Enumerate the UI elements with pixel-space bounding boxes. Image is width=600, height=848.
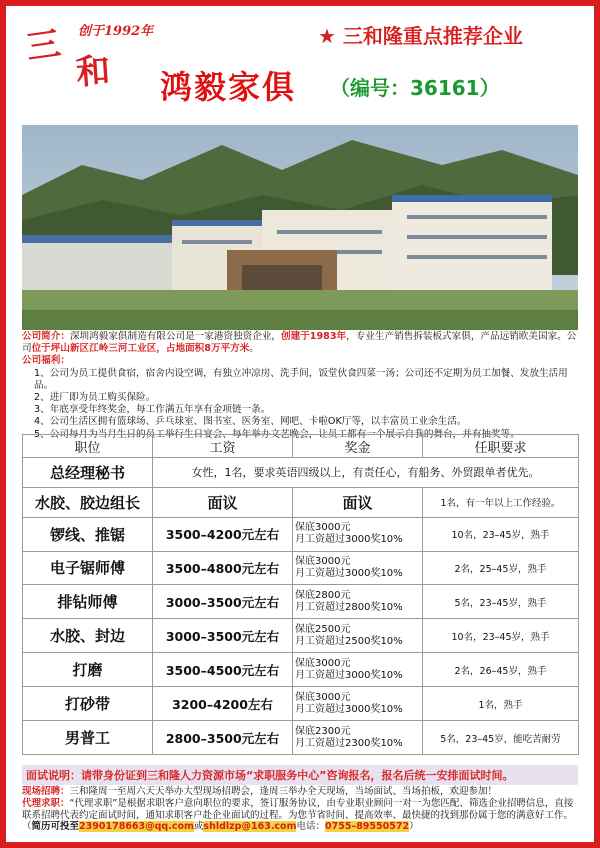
- agency-job: [22, 798, 578, 833]
- welfare-item: 5、公司每月为当月生日的员工举行生日宴会、每年举办文艺晚会，让员工都有一个展示自我的舞台，并有抽奖等。: [34, 428, 520, 440]
- resume-label: 简历可投至: [31, 821, 80, 833]
- job-wage: 3500–4200元左右: [153, 517, 293, 551]
- table-row: [23, 687, 579, 721]
- header-position: 职位: [23, 435, 153, 458]
- agency-label: 代理求职：: [22, 797, 70, 809]
- intro-founded: 创建于1983年: [281, 331, 347, 342]
- resume-or: 或: [193, 821, 204, 833]
- company-code: （编号：36161）: [330, 76, 500, 100]
- job-requirement: 1名，熟手: [423, 687, 579, 721]
- company-intro: [22, 331, 578, 441]
- jobs-table: [22, 434, 579, 755]
- interview-note: 面试说明：请带身份证到三和隆人力资源市场“求职服务中心”咨询报名，报名后统一安排面试时间。: [22, 765, 578, 785]
- job-requirement: 2名，26–45岁，熟手: [423, 653, 579, 687]
- table-row: [23, 487, 579, 517]
- job-wage: 3000–3500元左右: [153, 619, 293, 653]
- job-position: 电子锯师傅: [23, 551, 153, 585]
- welfare-item: 3、年底享受年终奖金，每工作满五年享有金项链一条。: [34, 404, 271, 416]
- intro-location: 位于坪山新区江岭三河工业区，占地面积8万平方米: [31, 343, 250, 355]
- job-wage: 3500–4500元左右: [153, 653, 293, 687]
- close-paren: ）: [409, 821, 419, 833]
- intro-text-e: 。: [249, 343, 259, 355]
- job-wage: 3000–3500元左右: [153, 585, 293, 619]
- welfare-list: [22, 368, 578, 441]
- table-row: [23, 653, 579, 687]
- onsite-recruit: [22, 786, 578, 798]
- job-position: 男普工: [23, 721, 153, 755]
- job-requirement: 5名，23–45岁，熟手: [423, 585, 579, 619]
- header-wage: 工资: [153, 435, 293, 458]
- welfare-item: 1、公司为员工提供食宿，宿舍内设空调，有独立冲凉房、洗手间，饭堂伙食四菜一汤；公司还不定期为员工加餐、发放生活用品。: [34, 367, 568, 391]
- resume-email-1[interactable]: 2390178663@qq.com: [79, 821, 194, 833]
- job-position: 锣线、推锯: [23, 517, 153, 551]
- job-requirement: 10名，23–45岁，熟手: [423, 517, 579, 551]
- job-position: 水胶、封边: [23, 619, 153, 653]
- tel-number: 0755–89550572: [325, 821, 410, 833]
- job-bonus: [293, 551, 423, 585]
- recommend-banner: ★ 三和隆重点推荐企业: [318, 24, 523, 48]
- job-bonus: [293, 585, 423, 619]
- logo-since: 创于1992年: [78, 24, 154, 39]
- footer-info: [22, 786, 578, 833]
- bonus-base: 保底3000元: [295, 657, 351, 669]
- job-wage: 3200–4200左右: [153, 687, 293, 721]
- job-bonus: [293, 721, 423, 755]
- bonus-rule: 月工资超过3000奖10%: [295, 703, 403, 715]
- welfare-item: 2、进厂即为员工购买保险。: [34, 392, 156, 404]
- bonus-base: 保底2800元: [295, 589, 351, 601]
- table-row: [23, 619, 579, 653]
- job-requirement: 10名，23–45岁，熟手: [423, 619, 579, 653]
- job-bonus: [293, 687, 423, 721]
- bonus-rule: 月工资超过3000奖10%: [295, 567, 403, 579]
- bonus-base: 保底3000元: [295, 522, 351, 534]
- job-position: 总经理秘书: [23, 458, 153, 488]
- table-row: [23, 721, 579, 755]
- tel-label: 电话：: [296, 821, 325, 833]
- bonus-rule: 月工资超过2300奖10%: [295, 737, 403, 749]
- job-bonus: 面议: [293, 487, 423, 517]
- job-requirement: 1名，有一年以上工作经验。: [423, 487, 579, 517]
- bonus-rule: 月工资超过2500奖10%: [295, 635, 403, 647]
- factory-photo: [22, 125, 578, 330]
- intro-paragraph: [22, 331, 578, 355]
- intro-text-a: 深圳鸿毅家俱制造有限公司是一家港资独资企业，: [69, 331, 282, 342]
- bonus-base: 保底2500元: [295, 623, 351, 635]
- job-wage: 面议: [153, 487, 293, 517]
- bonus-rule: 月工资超过3000奖10%: [295, 669, 403, 681]
- job-wage: 2800–3500元左右: [153, 721, 293, 755]
- table-row: [23, 517, 579, 551]
- welfare-item: 4、公司生活区拥有篮球场、乒乓球室、图书室、医务室、网吧、卡啦OK厅等，以丰富员工业余生活。: [34, 416, 467, 428]
- header-requirement: 任职要求: [423, 435, 579, 458]
- bonus-rule: 月工资超过3000奖10%: [295, 534, 403, 546]
- sanhe-logo: [22, 14, 172, 94]
- company-name: 鸿毅家俱: [160, 68, 297, 106]
- table-row: [23, 585, 579, 619]
- header-bonus: 奖金: [293, 435, 423, 458]
- job-bonus: [293, 517, 423, 551]
- onsite-label: 现场招聘：: [22, 786, 70, 797]
- job-wage: 3500–4800元左右: [153, 551, 293, 585]
- logo-char-san: 三: [23, 23, 64, 69]
- intro-label: 公司简介：: [22, 331, 70, 342]
- table-row: [23, 551, 579, 585]
- resume-email-2[interactable]: shldlzp@163.com: [203, 821, 297, 833]
- table-row: [23, 458, 579, 488]
- job-requirement: 5名，23–45岁，能吃苦耐劳: [423, 721, 579, 755]
- table-header-row: [23, 435, 579, 458]
- job-requirement: 2名，25–45岁，熟手: [423, 551, 579, 585]
- bonus-base: 保底2300元: [295, 725, 351, 737]
- job-bonus: [293, 653, 423, 687]
- bonus-base: 保底3000元: [295, 555, 351, 567]
- onsite-text: 三和隆周一至周六天天举办大型现场招聘会，逢周三举办全天现场，当场面试、当场拍板，欢迎参加！: [69, 786, 498, 797]
- welfare-label: 公司福利：: [22, 355, 70, 367]
- job-bonus: [293, 619, 423, 653]
- bonus-rule: 月工资超过2800奖10%: [295, 601, 403, 613]
- intro-text-c: ，专业生产销售拆装板式家俱，产品远销欧美国家。公司: [22, 331, 577, 355]
- job-position: 打砂带: [23, 687, 153, 721]
- agency-text: “代理求职”是根据求职客户意向职位的要求，签订服务协议，由专业职业顾问一对一为您匹配、筛选企业招聘信息，直接联系招聘代表约定面试时间，通知求职客户赴企业面试的过程。为您节省时间、提高效率、最快捷的找到那份属于您的满意好工作。（: [22, 797, 574, 833]
- job-position: 水胶、胶边组长: [23, 487, 153, 517]
- job-position: 打磨: [23, 653, 153, 687]
- job-position: 排钻师傅: [23, 585, 153, 619]
- job-merged-requirement: 女性，1名，要求英语四级以上，有责任心，有船务、外贸跟单者优先。: [153, 458, 579, 488]
- logo-char-he: 和: [74, 50, 112, 94]
- bonus-base: 保底3000元: [295, 691, 351, 703]
